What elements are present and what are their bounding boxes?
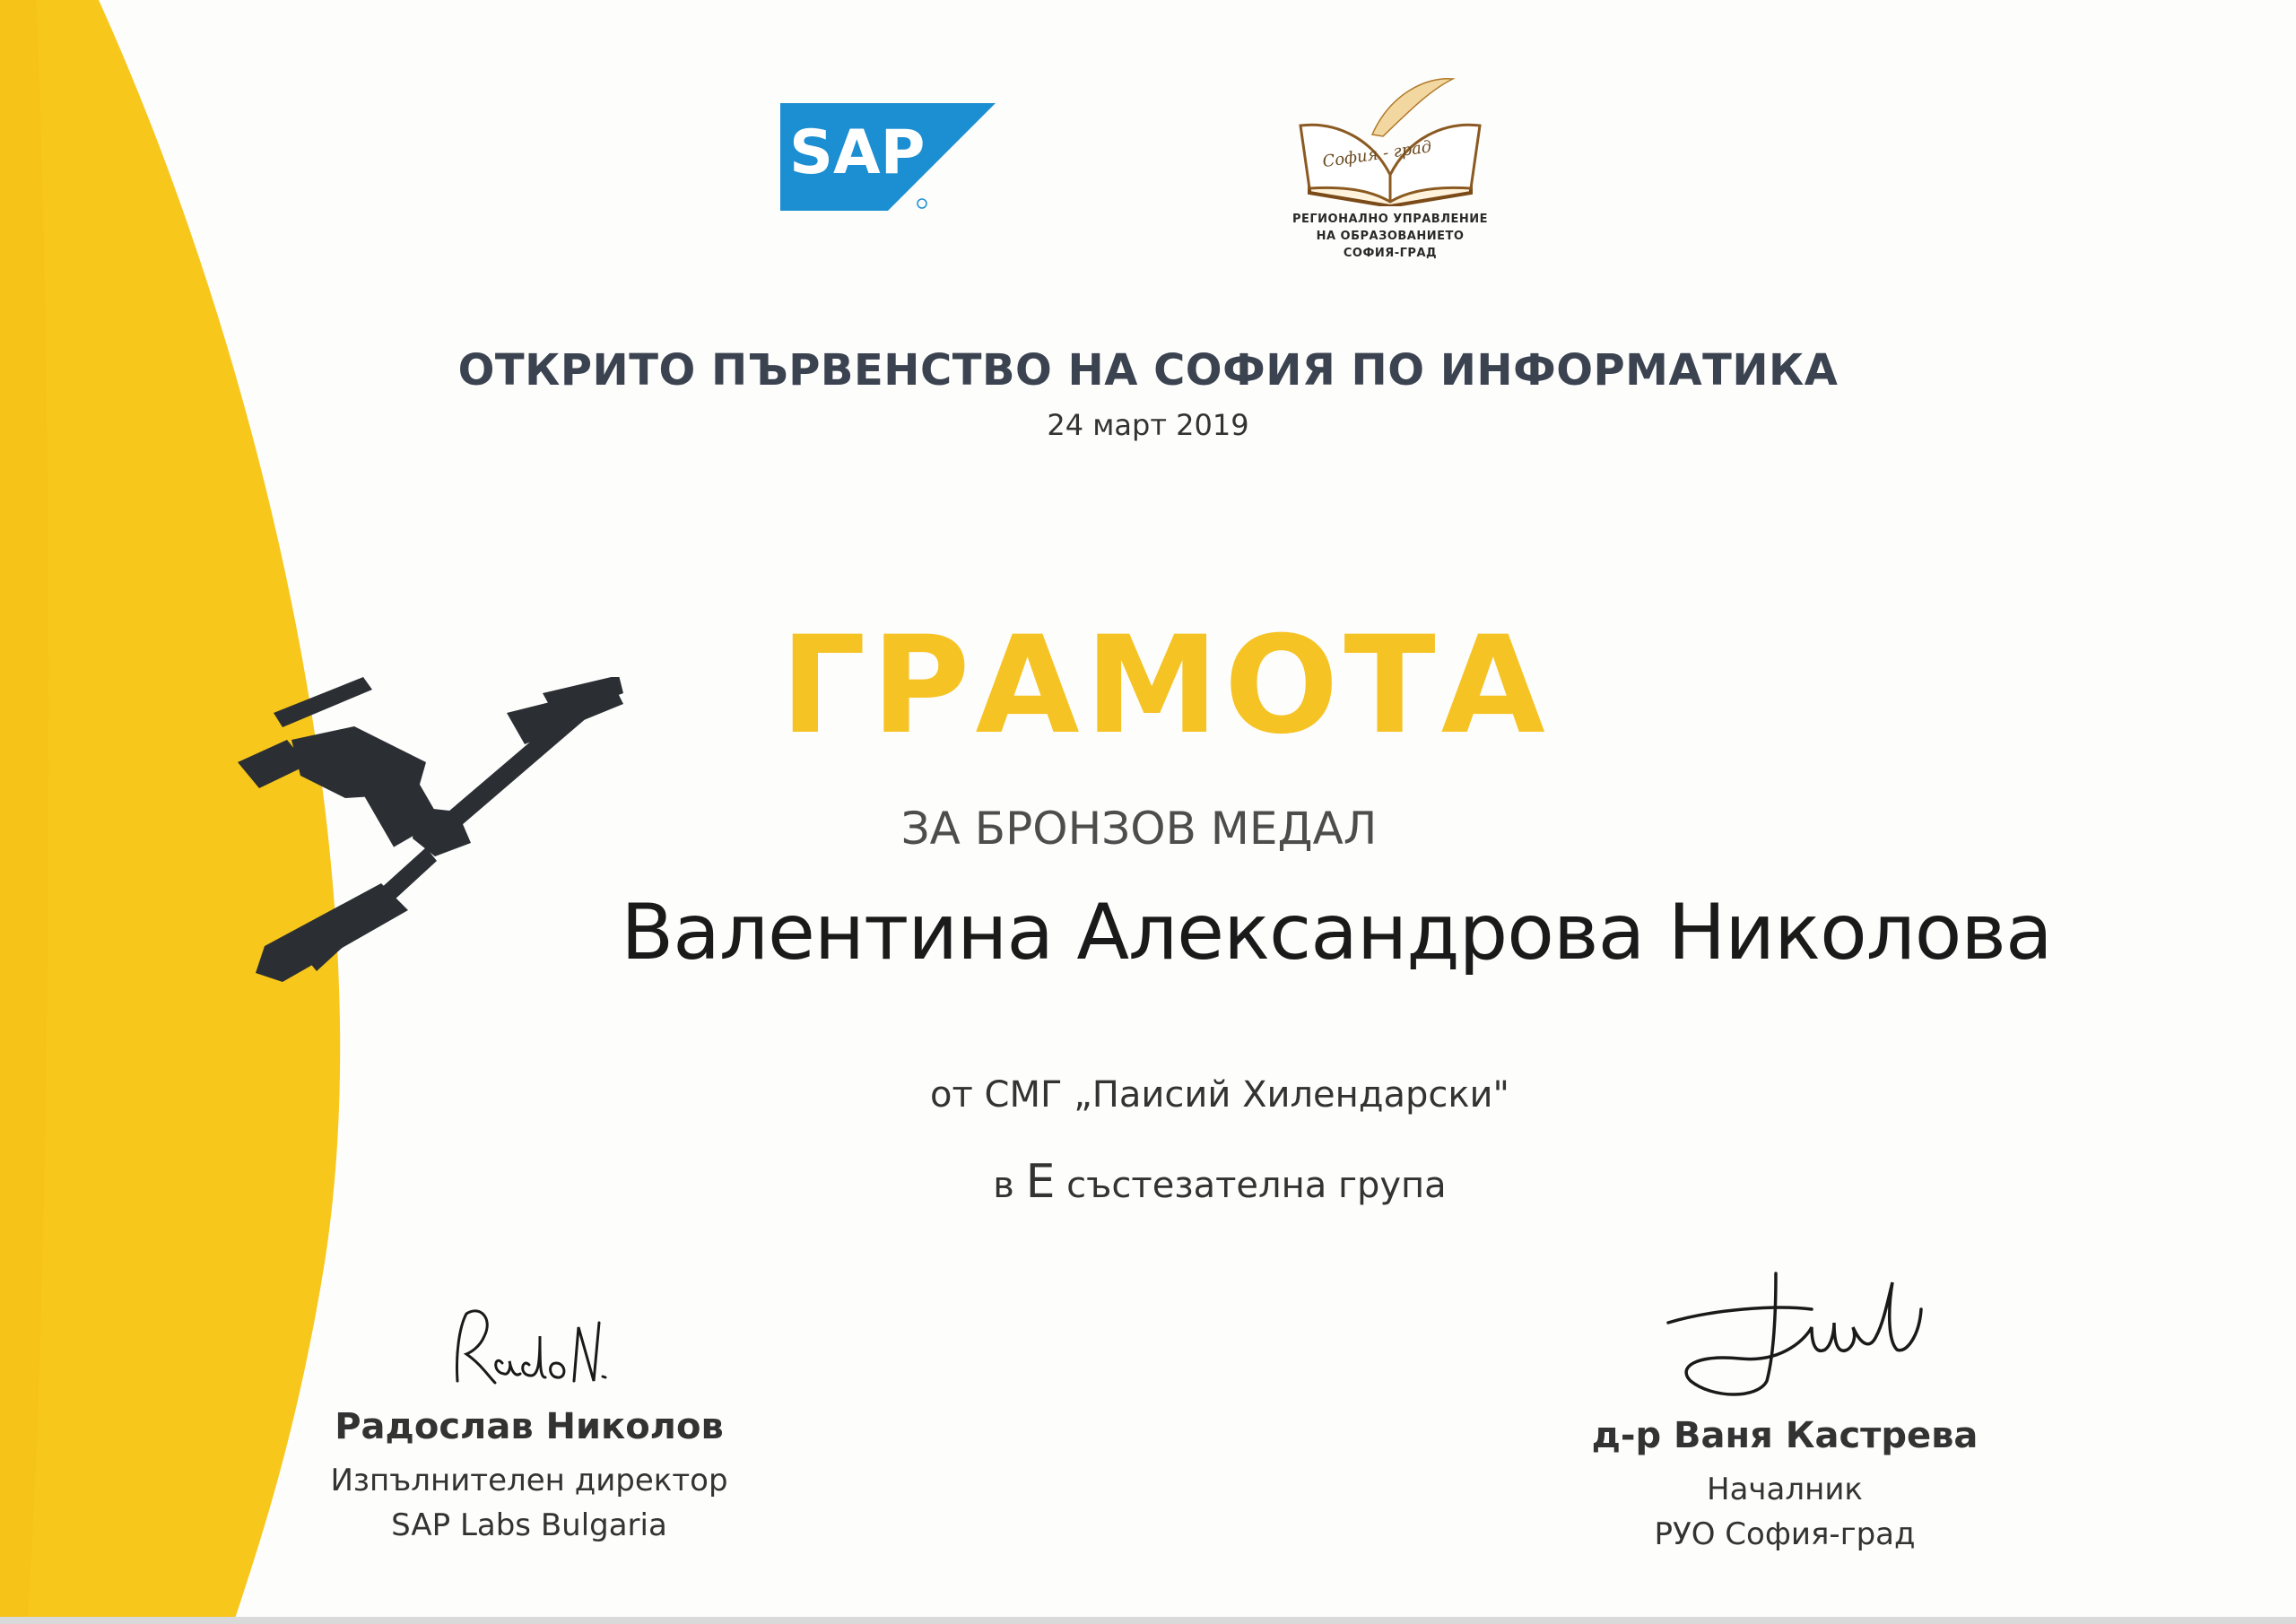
school-text: от СМГ „Паисий Хилендарски" bbox=[930, 1074, 1509, 1116]
recipient-name: Валентина Александрова Николова bbox=[621, 888, 2052, 977]
signatory-left bbox=[305, 1300, 753, 1548]
award-line bbox=[0, 803, 2296, 855]
signature-left bbox=[439, 1300, 619, 1399]
group-letter: Е bbox=[1025, 1155, 1056, 1209]
signatory-left-org: SAP Labs Bulgaria bbox=[391, 1507, 667, 1543]
signatory-right bbox=[1561, 1255, 2009, 1557]
school-line bbox=[0, 1074, 2296, 1116]
logo-row bbox=[0, 0, 2296, 296]
svg-text:SAP: SAP bbox=[789, 117, 926, 188]
award-text: ЗА БРОНЗОВ МЕДАЛ bbox=[900, 803, 1378, 855]
signatory-left-role: Изпълнителен директор bbox=[330, 1463, 728, 1498]
group-line bbox=[0, 1155, 2296, 1209]
group-prefix: в bbox=[993, 1165, 1014, 1206]
sap-logo bbox=[780, 103, 996, 211]
certificate-title: ГРАМОТА bbox=[780, 608, 1551, 764]
signatory-right-name: д-р Ваня Кастрева bbox=[1591, 1415, 1979, 1456]
signatory-right-role: Началник bbox=[1707, 1472, 1863, 1507]
signature-right bbox=[1641, 1255, 1928, 1408]
group-suffix: състезателна група bbox=[1066, 1165, 1447, 1206]
svg-text:София - град: София - град bbox=[1321, 137, 1433, 172]
signatory-left-name: Радослав Николов bbox=[335, 1406, 724, 1447]
scan-edge bbox=[0, 1617, 2296, 1624]
ruo-line-2: НА ОБРАЗОВАНИЕТО bbox=[1316, 230, 1465, 243]
event-title: ОТКРИТО ПЪРВЕНСТВО НА СОФИЯ ПО ИНФОРМАТИКА bbox=[457, 345, 1839, 395]
signatory-right-org: РУО София-град bbox=[1654, 1516, 1916, 1552]
ruo-line-3: СОФИЯ-ГРАД bbox=[1343, 247, 1438, 260]
event-date: 24 март 2019 bbox=[1047, 408, 1249, 442]
ruo-book-logo bbox=[1283, 72, 1498, 269]
ruo-line-1: РЕГИОНАЛНО УПРАВЛЕНИЕ bbox=[1292, 213, 1489, 226]
